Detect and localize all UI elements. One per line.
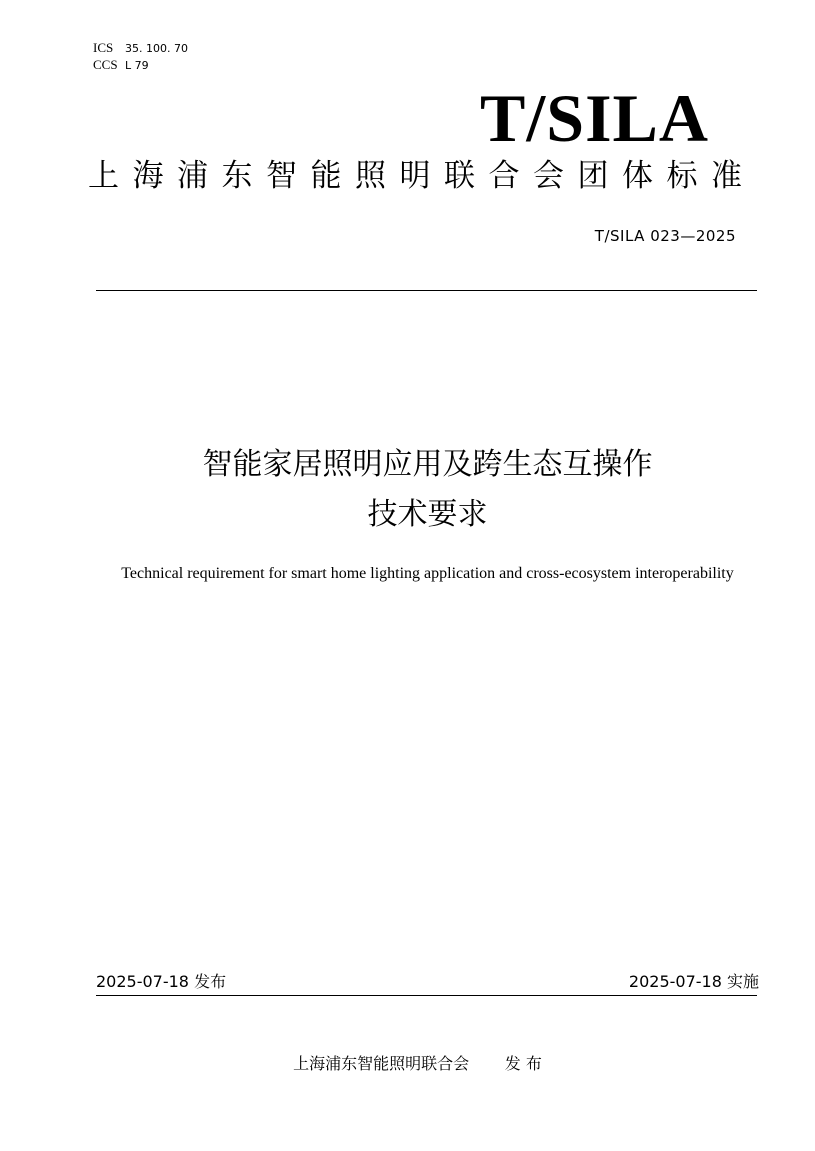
ccs-line [93,57,188,74]
document-title [0,440,815,540]
organization-title: 上海浦东智能照明联合会团体标准 [88,158,756,194]
title-line-1: 智能家居照明应用及跨生态互操作 [202,447,653,482]
standard-logo: T/SILA [480,80,709,156]
ics-line [93,40,188,57]
standard-number: T/SILA 023—2025 [594,227,736,245]
top-divider [96,290,757,291]
ics-label: ICS [93,40,114,55]
ccs-label: CCS [93,57,118,72]
publisher-name: 上海浦东智能照明联合会 [293,1054,470,1073]
bottom-divider [96,995,757,996]
ccs-value: L 79 [125,59,149,72]
title-line-2: 技术要求 [367,497,488,532]
publisher-line [0,1054,815,1074]
implement-date: 2025-07-18 实施 [628,972,759,991]
publisher-action: 发 布 [504,1054,542,1073]
classification-codes [93,40,188,74]
publish-date: 2025-07-18 发布 [96,972,227,991]
ics-value: 35. 100. 70 [125,42,188,55]
english-title: Technical requirement for smart home lighting application and cross-ecosystem interoperability [121,565,734,582]
